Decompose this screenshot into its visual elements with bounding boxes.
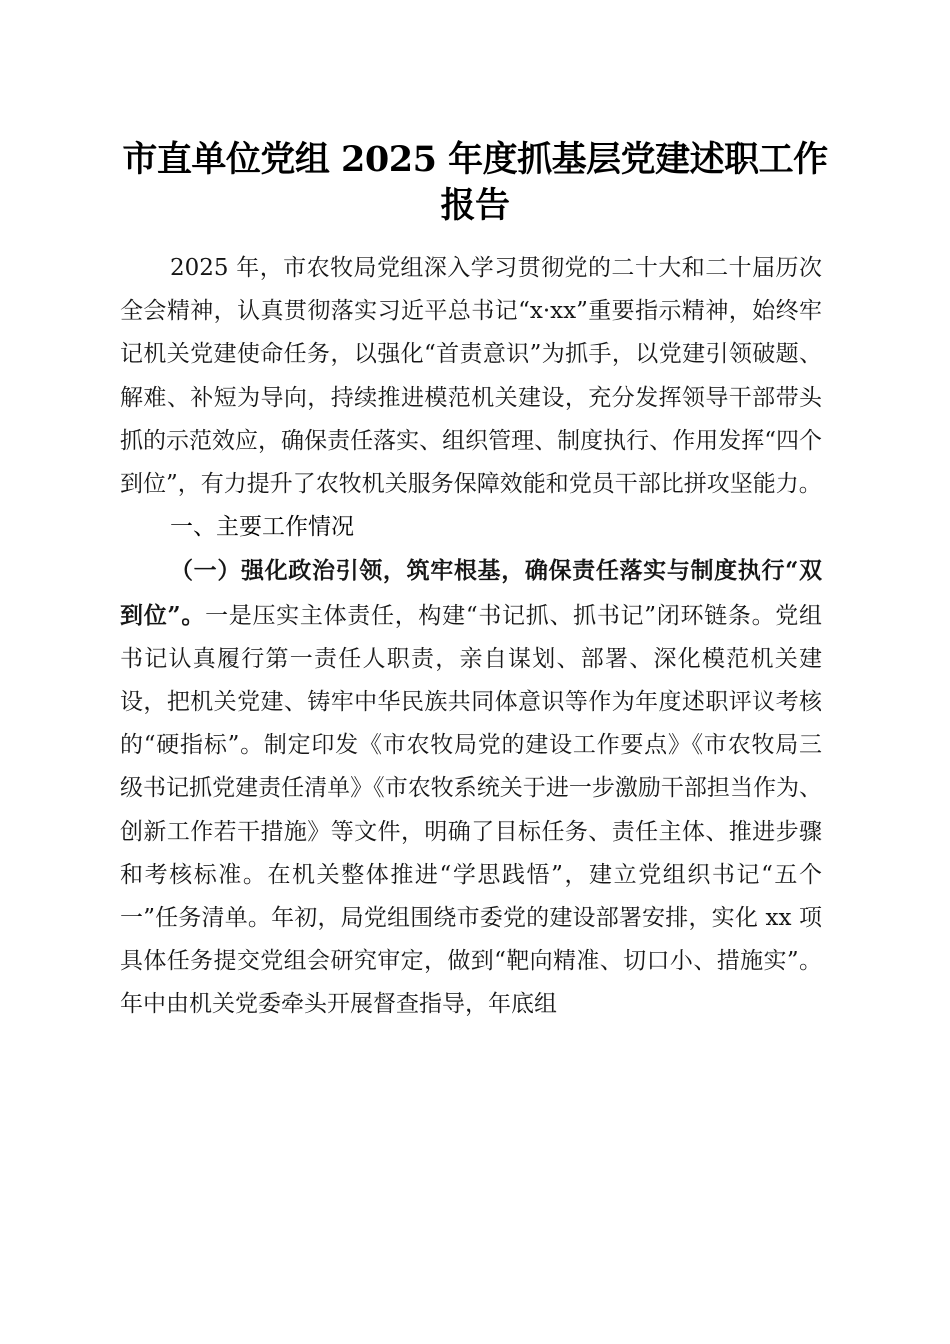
title-line-1: 市直单位党组 2025 年度抓基层党建述职工作 [122, 139, 828, 180]
intro-paragraph: 2025 年，市农牧局党组深入学习贯彻党的二十大和二十届历次全会精神，认真贯彻落实习近平总书记“x·xx”重要指示精神，始终牢记机关党建使命任务，以强化“首责意识”为抓手，以党建引领破题、解难、补短为导向，持续推进模范机关建设，充分发挥领导干部带头抓的示范效应，确保责任落实、组织管理、制度执行、作用发挥“四个到位”，有力提升了农牧机关服务保障效能和党员干部比拼攻坚能力。 [120, 255, 822, 498]
section-heading: 一、主要工作情况 [170, 514, 354, 541]
subsection-heading: （一）强化政治引领，筑牢根基，确保责任落实与制度执行“双到位”。 [120, 557, 822, 629]
title-line-2: 报告 [440, 185, 510, 226]
document-body [120, 247, 822, 1027]
document-title [100, 137, 850, 229]
subsection-body: 一是压实主体责任，构建“书记抓、抓书记”闭环链条。党组书记认真履行第一责任人职责，亲自谋划、部署、深化模范机关建设，把机关党建、铸牢中华民族共同体意识等作为年度述职评议考核的“硬指标”。制定印发《市农牧局党的建设工作要点》《市农牧局三级书记抓党建责任清单》《市农牧系统关于进一步激励干部担当作为、创新工作若干措施》等文件，明确了目标任务、责任主体、推进步骤和考核标准。在机关整体推进“学思践悟”，建立党组织书记“五个一”任务清单。年初，局党组围绕市委党的建设部署安排，实化 xx 项具体任务提交党组会研究审定，做到“靶向精准、切口小、措施实”。年中由机关党委牵头开展督查指导，年底组 [120, 602, 822, 1018]
subsection-paragraph [120, 549, 822, 1026]
